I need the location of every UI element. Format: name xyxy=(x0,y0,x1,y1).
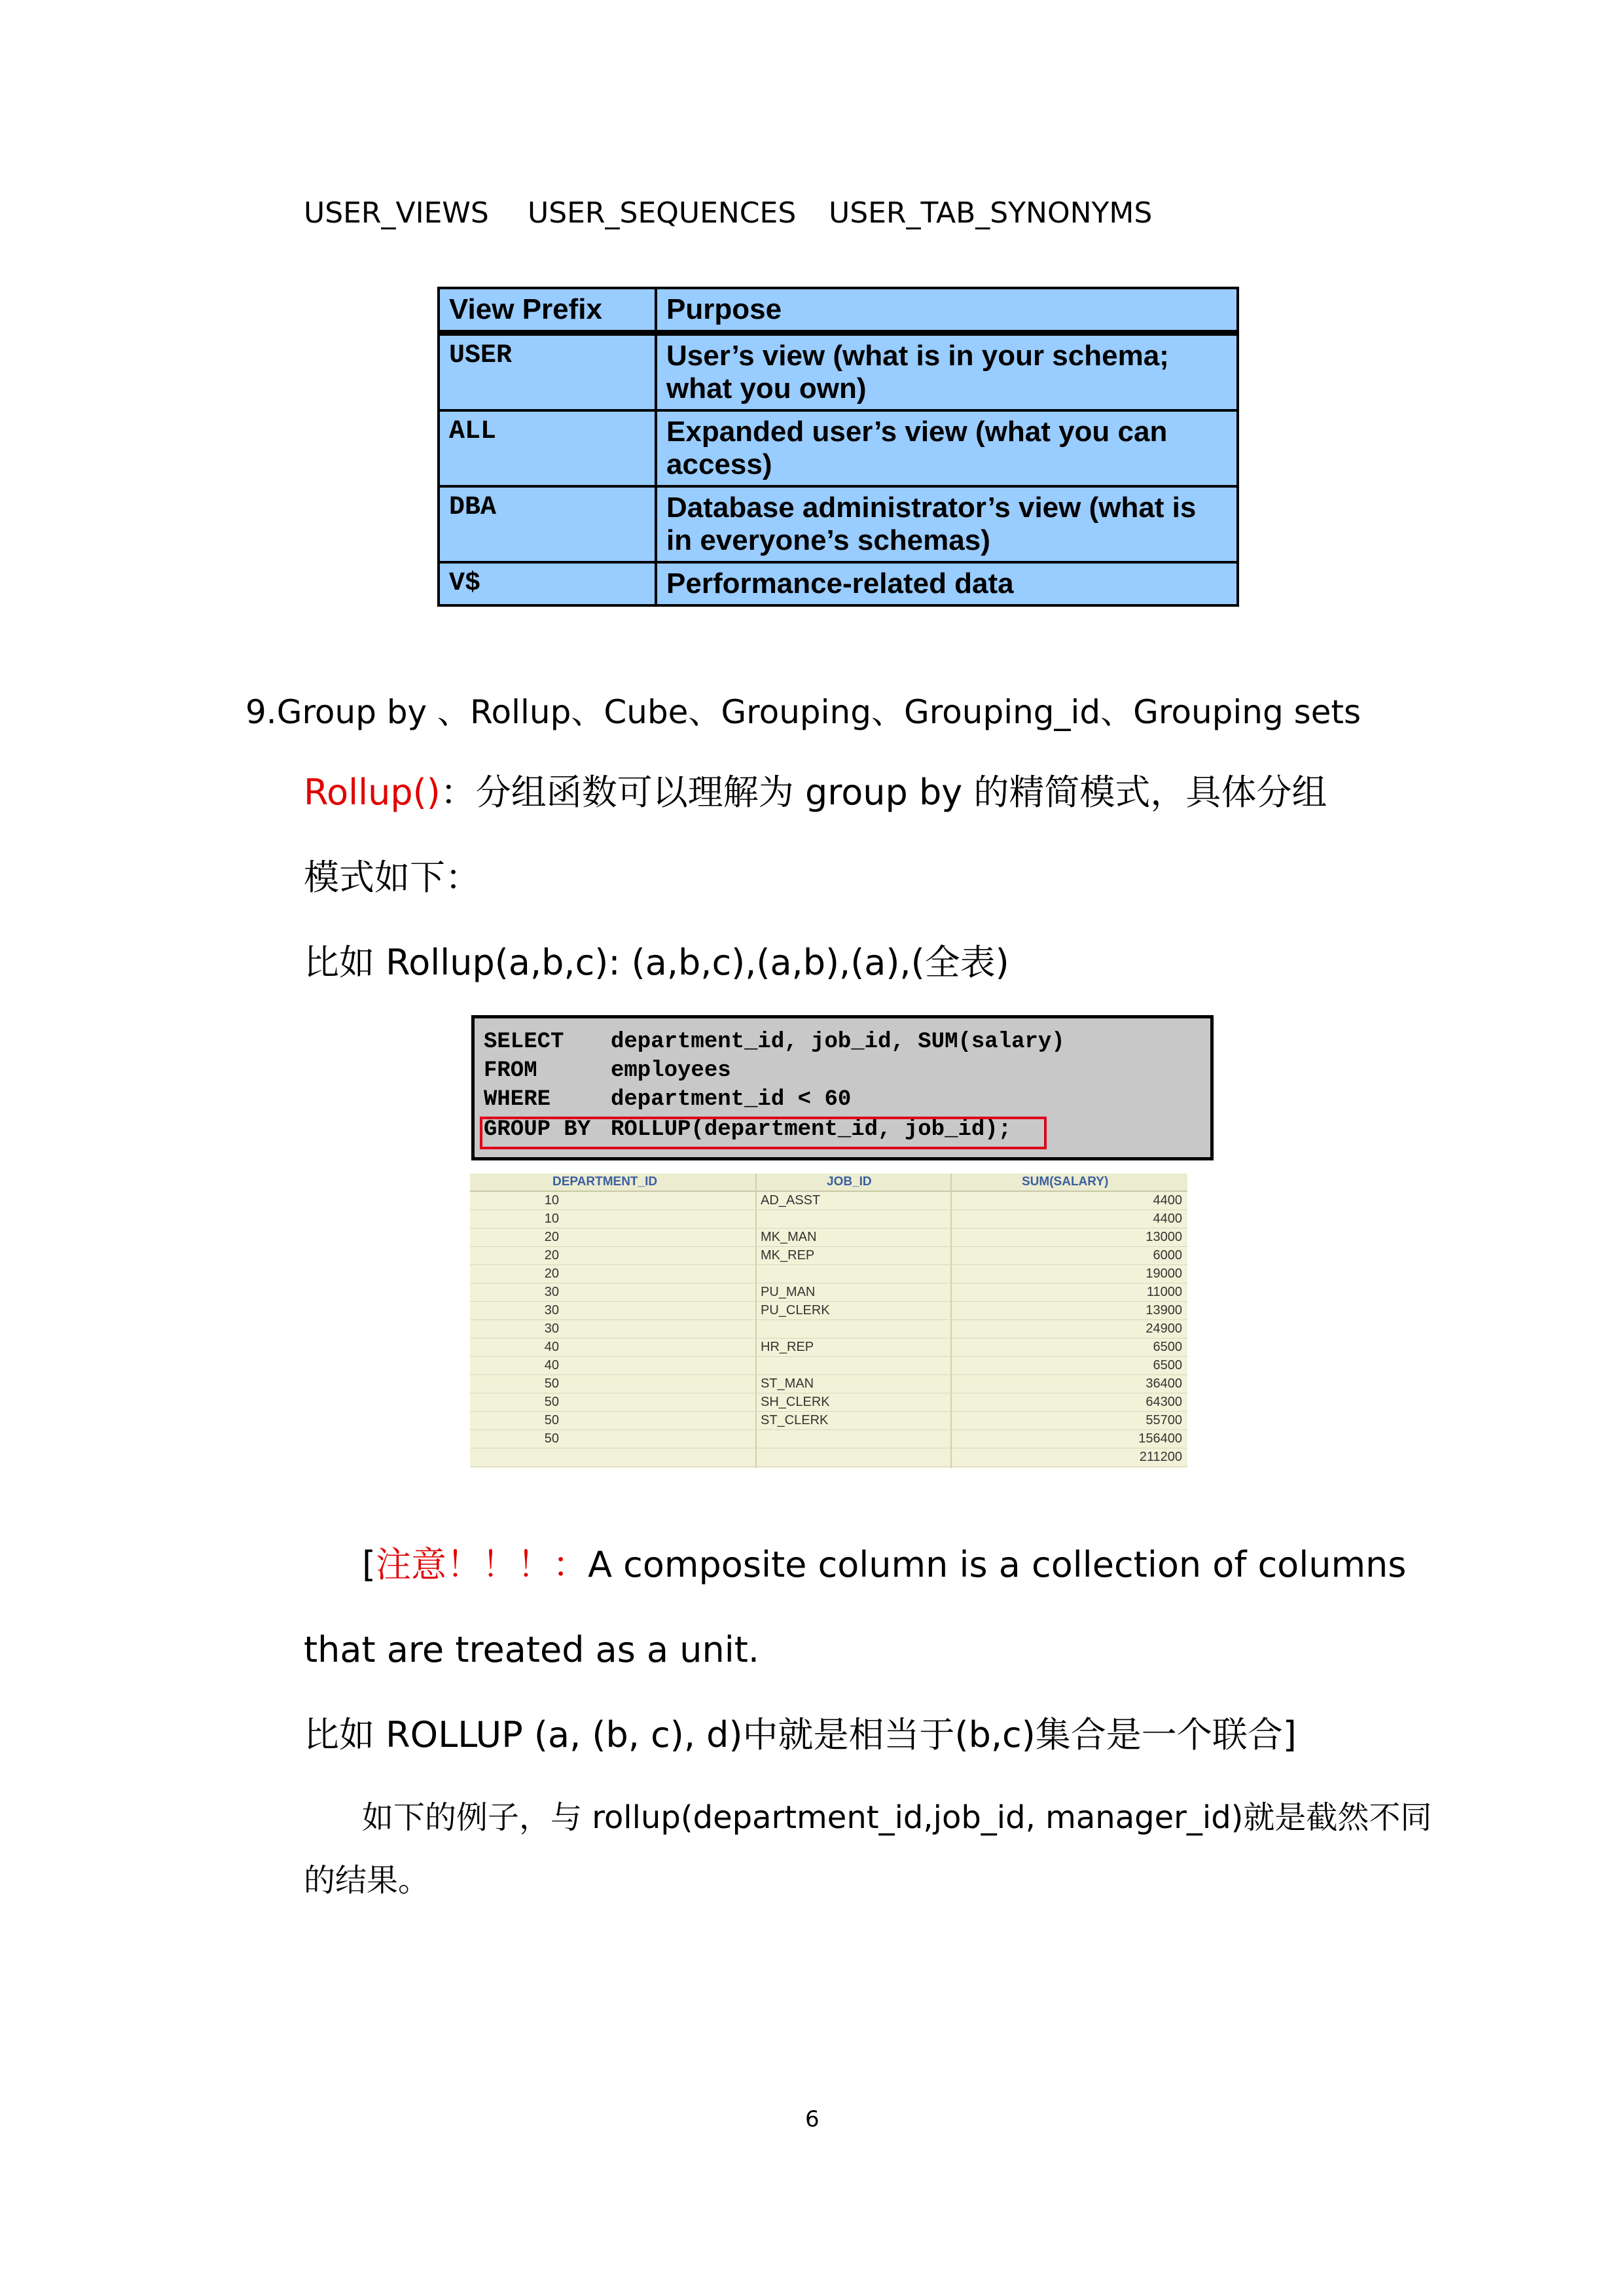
sum-salary-cell: 19000 xyxy=(1146,1266,1182,1281)
table-row xyxy=(470,1283,1187,1302)
table-row xyxy=(470,1429,1187,1448)
department-id-cell: 10 xyxy=(544,1211,559,1226)
table-row xyxy=(470,1448,1187,1467)
sum-salary-cell: 211200 xyxy=(1139,1450,1182,1464)
page-number: 6 xyxy=(805,2106,820,2132)
department-id-cell: 30 xyxy=(544,1303,559,1318)
sql-text: department_id, job_id, SUM(salary) xyxy=(611,1030,1065,1054)
note-warning: 注意！！！： xyxy=(376,1544,588,1585)
sum-salary-cell: 4400 xyxy=(1153,1193,1182,1208)
department-id-cell: 50 xyxy=(544,1413,559,1427)
sql-keyword: SELECT xyxy=(484,1030,564,1054)
job-id-cell: ST_CLERK xyxy=(761,1413,829,1427)
department-id-cell: 40 xyxy=(544,1358,559,1372)
view-prefix-table xyxy=(437,287,1239,607)
table-row xyxy=(439,410,1238,486)
section-heading: 9.Group by 、Rollup、Cube、Grouping、Grouping_id、Grouping sets xyxy=(245,693,1362,731)
note-line-3: 比如 ROLLUP (a, (b, c), d)中就是相当于(b,c)集合是一个联合] xyxy=(304,1714,1297,1755)
job-id-cell: ST_MAN xyxy=(761,1376,814,1391)
job-id-cell: HR_REP xyxy=(761,1340,814,1354)
table-row xyxy=(470,1319,1187,1338)
table-row xyxy=(470,1210,1187,1229)
note-line-1 xyxy=(362,1542,1406,1588)
job-id-cell: MK_REP xyxy=(761,1248,815,1263)
result-header xyxy=(470,1174,1187,1192)
rollup-line-1 xyxy=(304,770,1327,816)
purpose-cell: Database administrator’s view (what is in everyone’s schemas) xyxy=(656,486,1238,562)
highlight-box xyxy=(480,1117,1047,1149)
prefix-cell: V$ xyxy=(439,562,656,605)
rollup-line-3: 比如 Rollup(a,b,c): (a,b,c),(a,b),(a),(全表) xyxy=(304,942,1009,983)
table-header-row xyxy=(439,288,1238,333)
sum-salary-cell: 13000 xyxy=(1146,1230,1182,1244)
code-line xyxy=(484,1058,731,1084)
department-id-cell: 50 xyxy=(544,1376,559,1391)
table-row xyxy=(439,562,1238,605)
department-id-cell: 10 xyxy=(544,1193,559,1208)
sum-salary-cell: 13900 xyxy=(1146,1303,1182,1318)
view-name: USER_VIEWS xyxy=(304,196,489,230)
prefix-cell: USER xyxy=(439,333,656,411)
rollup-line-2: 模式如下： xyxy=(304,857,480,898)
table-row xyxy=(470,1246,1187,1265)
prefix-cell: DBA xyxy=(439,486,656,562)
note-line-2: that are treated as a unit. xyxy=(304,1629,760,1670)
table-row xyxy=(439,486,1238,562)
header-purpose: Purpose xyxy=(656,288,1238,333)
table-row xyxy=(470,1228,1187,1247)
header-view-prefix: View Prefix xyxy=(439,288,656,333)
sum-salary-cell: 11000 xyxy=(1146,1285,1182,1299)
prefix-cell: ALL xyxy=(439,410,656,486)
job-id-cell: SH_CLERK xyxy=(761,1395,830,1409)
department-id-cell: 30 xyxy=(544,1321,559,1336)
table-row xyxy=(470,1393,1187,1412)
note-text: A composite column is a collection of columns xyxy=(588,1544,1407,1585)
sum-salary-cell: 24900 xyxy=(1146,1321,1182,1336)
department-id-cell: 50 xyxy=(544,1431,559,1446)
example-line-2: 的结果。 xyxy=(304,1862,430,1899)
table-row xyxy=(470,1265,1187,1283)
sql-text: ROLLUP(department_id, job_id); xyxy=(611,1117,1012,1142)
code-line xyxy=(484,1029,1065,1055)
view-name: USER_SEQUENCES xyxy=(528,196,797,230)
department-id-cell: 40 xyxy=(544,1340,559,1354)
purpose-cell: User’s view (what is in your schema; what you own) xyxy=(656,333,1238,411)
views-line xyxy=(304,196,1152,230)
view-name: USER_TAB_SYNONYMS xyxy=(829,196,1153,230)
table-row xyxy=(470,1411,1187,1430)
department-id-cell: 50 xyxy=(544,1395,559,1409)
rollup-term: Rollup() xyxy=(304,772,441,813)
job-id-cell: MK_MAN xyxy=(761,1230,817,1244)
job-id-cell: PU_MAN xyxy=(761,1285,816,1299)
table-row xyxy=(470,1338,1187,1357)
job-id-cell: AD_ASST xyxy=(761,1193,821,1208)
note-bracket: [ xyxy=(362,1544,376,1585)
sum-salary-cell: 55700 xyxy=(1146,1413,1182,1427)
job-id-cell: PU_CLERK xyxy=(761,1303,830,1318)
purpose-cell: Expanded user’s view (what you can access) xyxy=(656,410,1238,486)
header-job-id: JOB_ID xyxy=(827,1175,872,1189)
example-line-1: 如下的例子，与 rollup(department_id,job_id, manager_id)就是截然不同 xyxy=(362,1799,1432,1836)
result-grid xyxy=(470,1174,1187,1468)
header-sum-salary: SUM(SALARY) xyxy=(1022,1175,1109,1189)
table-row xyxy=(470,1301,1187,1320)
sum-salary-cell: 64300 xyxy=(1146,1395,1182,1409)
sum-salary-cell: 4400 xyxy=(1153,1211,1182,1226)
sum-salary-cell: 156400 xyxy=(1138,1431,1182,1446)
table-row xyxy=(470,1191,1187,1210)
sql-keyword: WHERE xyxy=(484,1087,551,1112)
header-department-id: DEPARTMENT_ID xyxy=(552,1175,658,1189)
sum-salary-cell: 6500 xyxy=(1153,1340,1182,1354)
sum-salary-cell: 6000 xyxy=(1153,1248,1182,1263)
sql-code-box xyxy=(471,1015,1214,1160)
rollup-text: ：分组函数可以理解为 group by 的精简模式，具体分组 xyxy=(440,772,1327,813)
department-id-cell: 20 xyxy=(544,1230,559,1244)
sql-keyword: FROM xyxy=(484,1058,537,1083)
department-id-cell: 30 xyxy=(544,1285,559,1299)
sql-text: department_id < 60 xyxy=(611,1087,852,1112)
code-line xyxy=(484,1086,851,1113)
sql-text: employees xyxy=(611,1058,731,1083)
department-id-cell: 20 xyxy=(544,1266,559,1281)
table-row xyxy=(470,1356,1187,1375)
department-id-cell: 20 xyxy=(544,1248,559,1263)
table-row xyxy=(470,1374,1187,1393)
purpose-cell: Performance-related data xyxy=(656,562,1238,605)
sum-salary-cell: 36400 xyxy=(1146,1376,1182,1391)
sum-salary-cell: 6500 xyxy=(1153,1358,1182,1372)
table-row xyxy=(439,333,1238,411)
sql-keyword: GROUP BY xyxy=(484,1117,591,1142)
